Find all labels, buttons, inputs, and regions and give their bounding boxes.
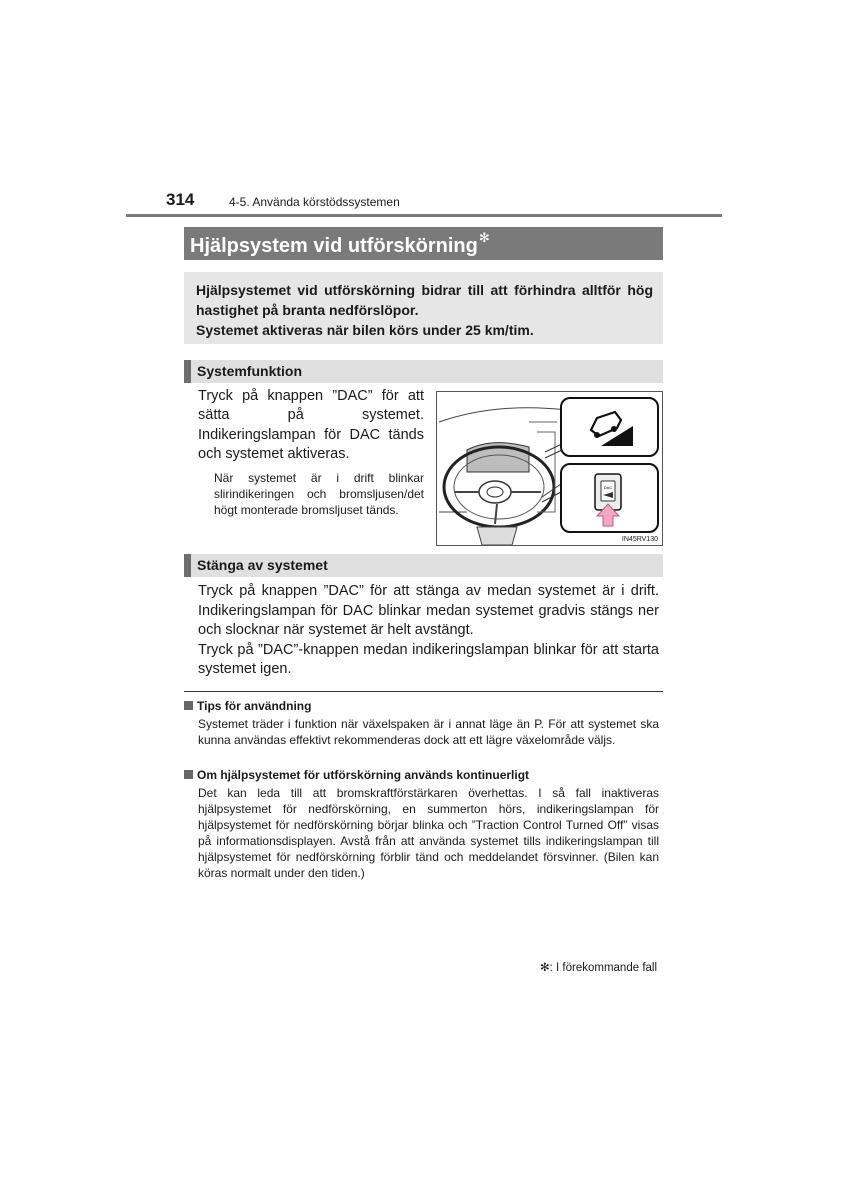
note-body-continuous-use: Det kan leda till att bromskraftförstärkaren överhettas. I så fall inaktiveras hjälpsystemet för nedförskörning, en summerton hörs, indikeringslampan för hjälpsystemet för nedförskörning börjar blinka och ”Traction Control Turned Off” visas på informationsdisplayen. Avstå från att använda systemet tills indikeringslampan till hjälpsystemet för nedförskörning förblir tänd och meddelandet försvinner. (Bilen kan köras normalt under den tiden.) bbox=[198, 786, 659, 880]
turn-off-body bbox=[198, 582, 659, 680]
dashboard-illustration bbox=[437, 392, 662, 545]
dac-button-figure bbox=[436, 391, 663, 546]
square-bullet-icon bbox=[184, 770, 193, 779]
square-bullet-icon bbox=[184, 701, 193, 710]
optional-marker: ✻ bbox=[478, 230, 490, 245]
page-title bbox=[190, 230, 490, 258]
dashboard-line bbox=[439, 408, 567, 422]
section-heading-turn-off bbox=[184, 554, 663, 577]
turn-off-paragraph-1: Tryck på knappen ”DAC” för att stänga av medan systemet är i drift. Indikeringslampan för DAC blinkar medan systemet gradvis stängs ner och slocknar när systemet är helt avstängt. bbox=[198, 583, 659, 638]
intro-box bbox=[184, 272, 663, 344]
intro-line-2: Systemet aktiveras när bilen körs under 25 km/tim. bbox=[196, 322, 534, 338]
footnote: ✻: I förekommande fall bbox=[540, 962, 658, 974]
notes-divider bbox=[184, 691, 663, 692]
note-heading-text: Om hjälpsystemet för utförskörning används kontinuerligt bbox=[197, 768, 530, 782]
note-heading-text: Tips för användning bbox=[197, 699, 312, 713]
section-heading-text: Systemfunktion bbox=[197, 363, 303, 379]
note-heading-usage-tips bbox=[184, 699, 311, 713]
page-title-text: Hjälpsystem vid utförskörning bbox=[190, 235, 478, 257]
section-heading-text: Stänga av systemet bbox=[197, 557, 328, 573]
figure-code: IN45RV130 bbox=[621, 536, 658, 543]
breadcrumb: 4-5. Använda körstödssystemen bbox=[229, 195, 400, 209]
section-heading-system-function bbox=[184, 360, 663, 383]
turn-off-paragraph-2: Tryck på ”DAC”-knappen medan indikeringslampan blinkar för att starta systemet igen. bbox=[198, 641, 659, 677]
header-rule bbox=[126, 214, 722, 217]
steering-hub bbox=[479, 481, 511, 503]
intro-line-1: Hjälpsystemet vid utförskörning bidrar till att förhindra alltför hög hastighet på branta nedförslöpor. bbox=[196, 282, 653, 318]
note-body-usage-tips: Systemet träder i funktion när växelspaken är i annat läge än P. För att systemet ska kunna användas effektivt rekommenderas dock att ett lägre växelområde väljs. bbox=[198, 717, 659, 747]
intro-text bbox=[196, 280, 653, 340]
system-function-subnote: När systemet är i drift blinkar slirindikeringen och bromsljusen/det högt monterade bromsljuset tänds. bbox=[214, 471, 424, 517]
dac-button-label: DAC bbox=[603, 485, 613, 490]
page-number: 314 bbox=[166, 190, 195, 209]
note-heading-continuous-use bbox=[184, 768, 529, 782]
system-function-body: Tryck på knappen ”DAC” för att sätta på systemet. Indikeringslampan för DAC tänds och systemet aktiveras. bbox=[198, 388, 424, 462]
page-title-bar bbox=[184, 227, 663, 260]
indicator-callout bbox=[561, 398, 658, 456]
